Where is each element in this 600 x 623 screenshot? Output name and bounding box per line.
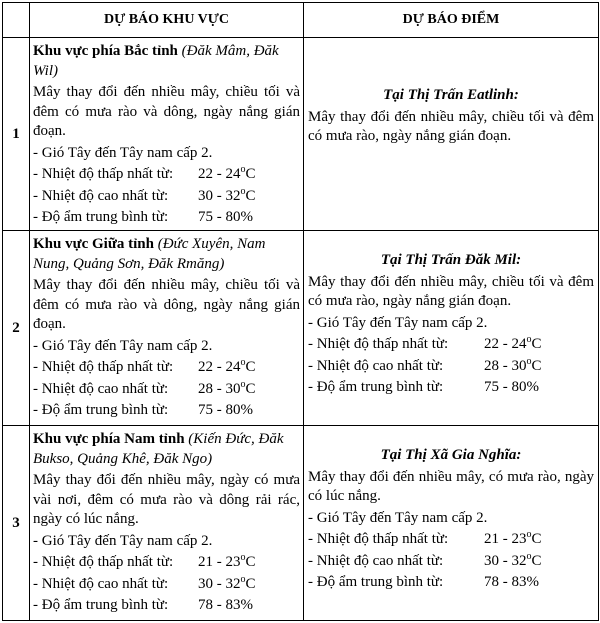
region-title: Khu vực phía Bắc tỉnh (Đăk Mâm, Đăk Wil) [33,43,279,79]
header-row [3,3,599,38]
point-forecast-cell [304,231,599,426]
area-description: Mây thay đổi đến nhiều mây, chiều tối và đêm có mưa rào và dông, ngày nắng gián đoạn. [33,277,300,332]
wind-text: - Gió Tây đến Tây nam cấp 2. [308,509,488,526]
humidity-line: - Độ ẩm trung bình từ: 75 - 80% [33,209,253,225]
point-title: Tại Thị Xã Gia Nghĩa: [380,447,522,463]
area-description: Mây thay đổi đến nhiều mây, chiều tối và đêm có mưa rào và dông, ngày nắng gián đoạn. [33,84,300,139]
max-temp-line: - Nhiệt độ cao nhất từ: 28 - 30$^o$C [33,378,256,397]
row-number: 3 [3,426,30,621]
table-row [3,426,599,621]
humidity-line: - Độ ẩm trung bình từ: 78 - 83% [308,574,539,590]
wind-text: - Gió Tây đến Tây nam cấp 2. [33,337,213,354]
region-title: Khu vực Giữa tỉnh (Đức Xuyên, Nam Nung, Quảng Sơn, Đăk Rmăng) [33,236,266,272]
max-temp-line: - Nhiệt độ cao nhất từ: 30 - 32$^o$C [33,185,256,204]
region-title: Khu vực phía Nam tỉnh (Kiến Đức, Đăk Bukso, Quảng Khê, Đăk Ngo) [33,431,284,467]
wind-text: - Gió Tây đến Tây nam cấp 2. [33,144,213,161]
area-forecast-cell [30,38,304,231]
header-area-forecast: DỰ BÁO KHU VỰC [30,3,304,38]
area-description: Mây thay đổi đến nhiều mây, ngày có mưa vài nơi, đêm có mưa rào và dông rải rác, ngày có lúc nắng. [33,472,300,527]
humidity-line: - Độ ẩm trung bình từ: 78 - 83% [33,597,253,613]
min-temp-line: - Nhiệt độ thấp nhất từ: 22 - 24$^o$C [33,164,256,182]
table-row [3,38,599,231]
point-description: Mây thay đổi đến nhiều mây, có mưa rào, ngày có lúc nắng. [308,468,594,504]
humidity-line: - Độ ẩm trung bình từ: 75 - 80% [33,402,253,418]
row-number: 1 [3,38,30,231]
point-description: Mây thay đổi đến nhiều mây, chiều tối và đêm có mưa rào, ngày nắng gián đoạn. [308,108,594,144]
point-title: Tại Thị Trấn Đăk Mil: [380,252,522,268]
max-temp-line: - Nhiệt độ cao nhất từ: 28 - 30$^o$C [308,355,542,374]
max-temp-line: - Nhiệt độ cao nhất từ: 30 - 32$^o$C [33,573,256,592]
min-temp-line: - Nhiệt độ thấp nhất từ: 21 - 23$^o$C [308,529,542,547]
header-point-forecast: DỰ BÁO ĐIỂM [304,3,599,38]
wind-text: - Gió Tây đến Tây nam cấp 2. [308,314,488,331]
table-row [3,231,599,426]
header-number [3,3,30,38]
wind-text: - Gió Tây đến Tây nam cấp 2. [33,532,213,549]
point-title: Tại Thị Trấn Eatlinh: [383,87,519,103]
area-forecast-cell [30,426,304,621]
forecast-table [2,2,599,621]
point-forecast-cell [304,426,599,621]
point-forecast-cell [304,38,599,231]
min-temp-line: - Nhiệt độ thấp nhất từ: 22 - 24$^o$C [308,334,542,352]
min-temp-line: - Nhiệt độ thấp nhất từ: 21 - 23$^o$C [33,552,256,570]
row-number: 2 [3,231,30,426]
humidity-line: - Độ ẩm trung bình từ: 75 - 80% [308,379,539,395]
area-forecast-cell [30,231,304,426]
min-temp-line: - Nhiệt độ thấp nhất từ: 22 - 24$^o$C [33,357,256,375]
max-temp-line: - Nhiệt độ cao nhất từ: 30 - 32$^o$C [308,550,542,569]
point-description: Mây thay đổi đến nhiều mây, chiều tối và đêm có mưa rào, ngày nắng gián đoạn. [308,273,594,309]
